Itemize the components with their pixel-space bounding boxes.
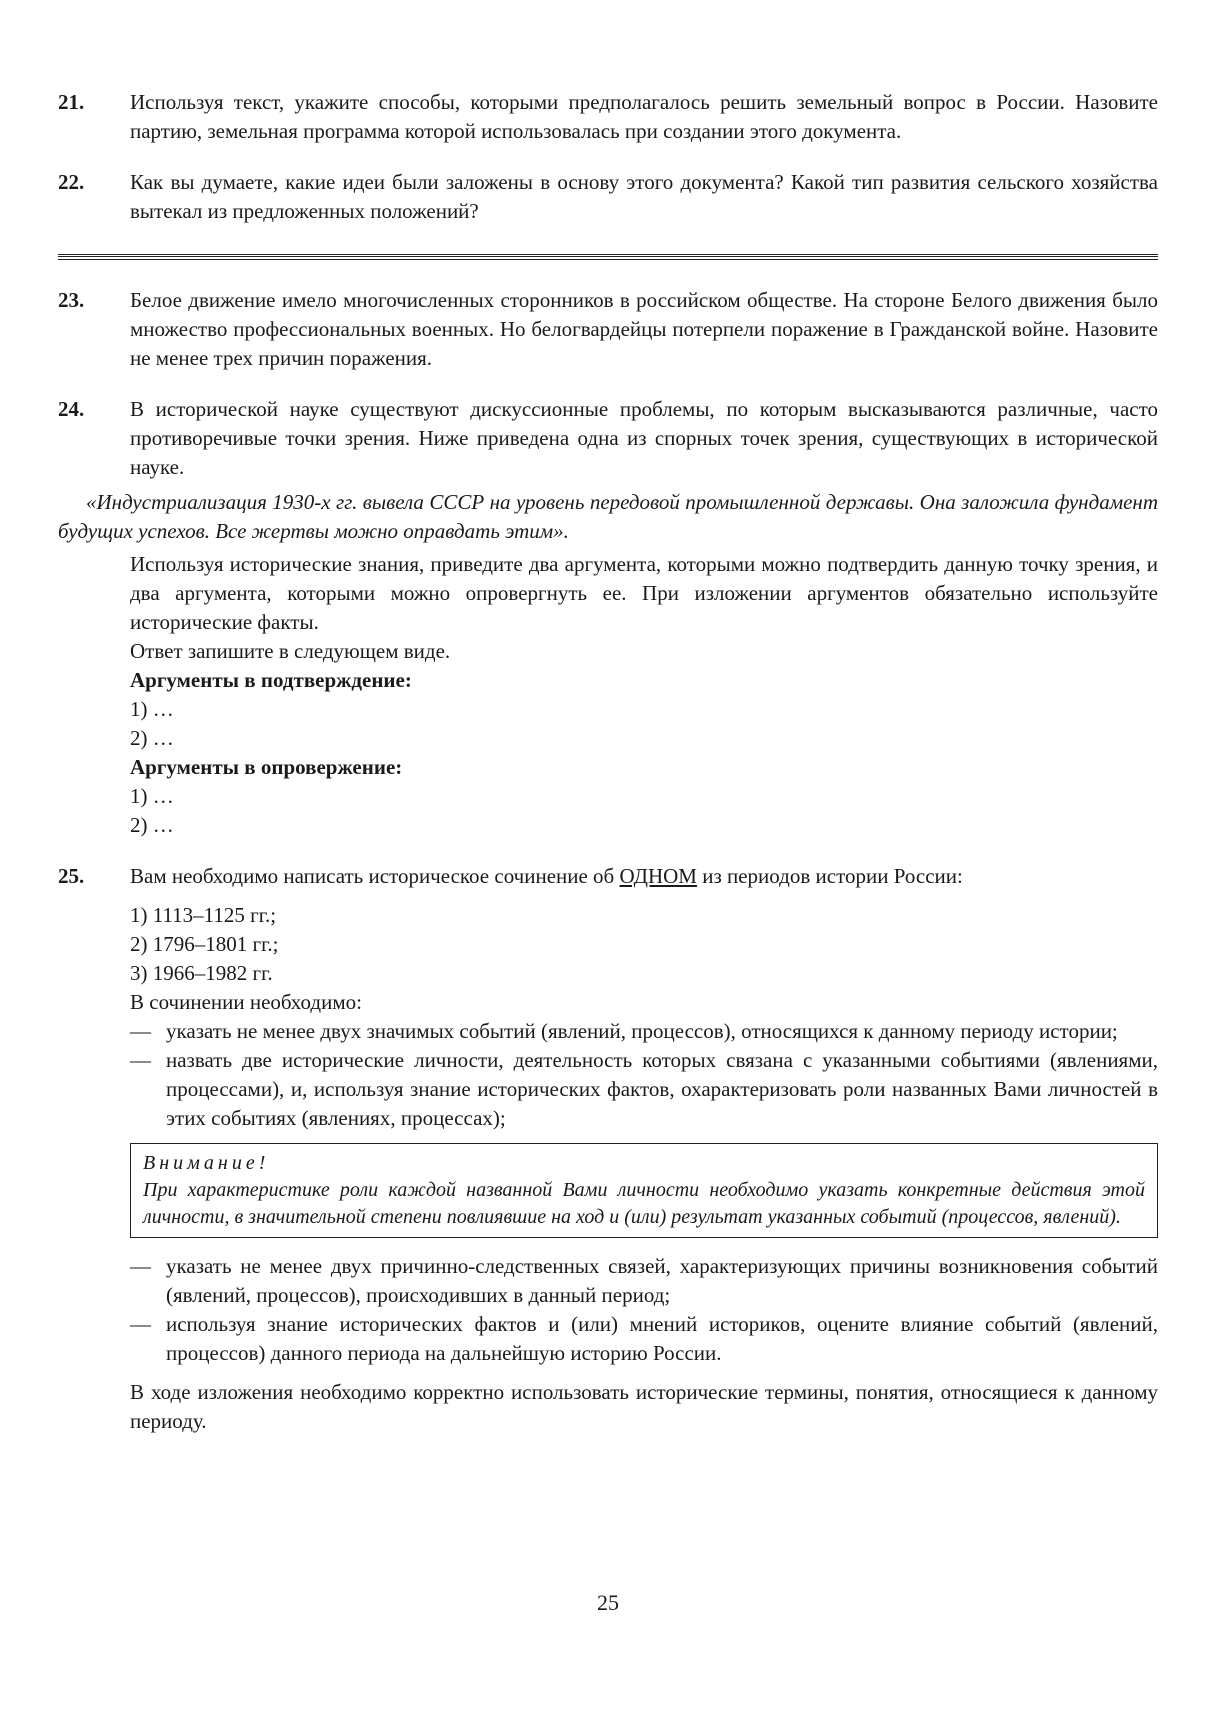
question-23 [58,286,1158,373]
question-number: 22. [58,170,85,194]
attention-box [130,1143,1158,1238]
requirement-text: указать не менее двух значимых событий (явлений, процессов), относящихся к данному периоду истории; [166,1019,1118,1043]
dash-bullet: — [130,1312,151,1336]
requirements-intro: В сочинении необходимо: [130,990,362,1014]
question-24 [58,395,1158,482]
question-24-task [58,550,1158,840]
closing-text: В ходе изложения необходимо корректно использовать исторические термины, понятия, относящиеся к данному периоду. [130,1380,1158,1433]
requirement-2 [130,1046,1158,1133]
question-number: 25. [58,864,85,888]
question-21 [58,88,1158,146]
dash-bullet: — [130,1019,151,1043]
question-text: Белое движение имело многочисленных сторонников в российском обществе. На стороне Белого движения было множество профессиональных военных. Но белогвардейцы потерпели поражение в Гражданской войне. Назовите не менее трех причин поражения. [130,288,1158,370]
section-divider [58,254,1158,260]
page-number: 25 [597,1590,619,1615]
dash-bullet: — [130,1048,151,1072]
intro-emphasis: ОДНОМ [619,864,697,888]
question-number: 24. [58,397,85,421]
question-text: Используя текст, укажите способы, которыми предполагалось решить земельный вопрос в России. Назовите партию, земельная программа которой использовалась при создании этого документа. [130,90,1158,143]
question-25 [58,862,1158,1436]
attention-text: При характеристике роли каждой названной Вами личности необходимо указать конкретные действия этой личности, в значительной степени повлиявшие на ход и (или) результат указанных событий (процессов, явлений). [143,1179,1145,1228]
requirement-text: указать не менее двух причинно-следственных связей, характеризующих причины возникновения событий (явлений, процессов), происходивших в данный период; [166,1254,1158,1307]
period-2: 2) 1796–1801 гг.; [130,932,279,956]
support-heading: Аргументы в подтверждение: [130,668,412,692]
requirement-3 [130,1252,1158,1310]
intro-part-b: из периодов истории России: [696,864,963,888]
period-1: 1) 1113–1125 гг.; [130,903,277,927]
question-intro [130,862,1158,891]
intro-part-a: Вам необходимо написать историческое сочинение об [130,864,620,888]
refute-item-2: 2) … [130,813,174,837]
question-22 [58,168,1158,226]
question-intro: В исторической науке существуют дискуссионные проблемы, по которым высказываются различные, часто противоречивые точки зрения. Ниже приведена одна из спорных точек зрения, существующих в исторической науке. [130,397,1158,479]
refute-heading: Аргументы в опровержение: [130,755,403,779]
question-number: 23. [58,288,85,312]
question-number: 21. [58,90,85,114]
task-text: Используя исторические знания, приведите два аргумента, которыми можно подтвердить данную точку зрения, и два аргумента, которыми можно опровергнуть ее. При изложении аргументов обязательно используйте исторические факты. [130,552,1158,634]
support-item-1: 1) … [130,697,174,721]
requirement-1 [130,1017,1158,1046]
question-text: Как вы думаете, какие идеи были заложены в основу этого документа? Какой тип развития сельского хозяйства вытекал из предложенных положений? [130,170,1158,223]
answer-form-text: Ответ запишите в следующем виде. [130,639,451,663]
period-3: 3) 1966–1982 гг. [130,961,273,985]
requirement-text: назвать две исторические личности, деятельность которых связана с указанными событиями (явлениями, процессами), и, используя знание исторических фактов, охарактеризовать роли названных Вами личностей в этих событиях (явлениях, процессах); [166,1048,1158,1130]
requirement-4 [130,1310,1158,1368]
support-item-2: 2) … [130,726,174,750]
dash-bullet: — [130,1254,151,1278]
refute-item-1: 1) … [130,784,174,808]
exam-page [58,88,1158,1436]
attention-heading: Внимание! [143,1152,270,1174]
requirement-text: используя знание исторических фактов и (или) мнений историков, оцените влияние событий (явлений, процессов) данного периода на дальнейшую историю России. [166,1312,1158,1365]
disputed-quote: «Индустриализация 1930-х гг. вывела СССР на уровень передовой промышленной державы. Она заложила фундамент будущих успехов. Все жертвы можно оправдать этим». [58,490,1158,543]
